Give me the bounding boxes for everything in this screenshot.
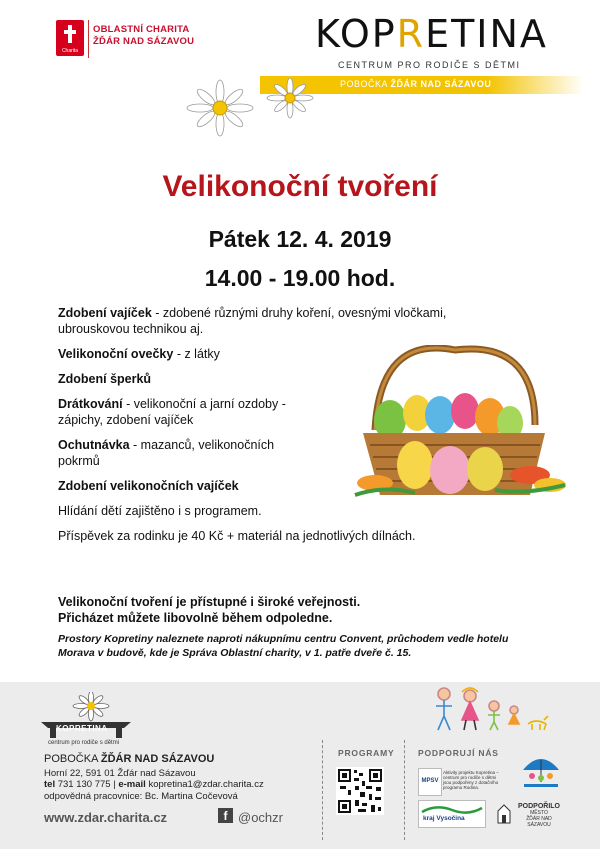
event-time: 14.00 - 19.00 hod. [204, 265, 396, 291]
cross-icon [65, 25, 75, 43]
public-note [58, 594, 360, 626]
footer-responsible: odpovědná pracovnice: Bc. Martina Cočevová [44, 790, 238, 802]
childcare-text: Hlídání dětí zajištěno i s programem. [58, 504, 262, 518]
fee-text: Příspěvek za rodinku je 40 Kč + materiál na jednotlivých dílnách. [58, 529, 416, 543]
charita-logo [56, 20, 84, 56]
footer-logo-name: KOPRETINA [56, 724, 108, 733]
daisy-flowers-icon [180, 78, 320, 138]
website-link[interactable]: www.zdar.charita.cz [44, 810, 168, 825]
logo-divider [88, 20, 89, 58]
kopretina-subtitle: CENTRUM PRO RODIČE S DĚTMI [338, 60, 521, 70]
footer-address: Horní 22, 591 01 Žďár nad Sázavou [44, 767, 196, 779]
charita-name-line2: ŽĎÁR NAD SÁZAVOU [93, 36, 195, 47]
charita-logo-text: Charita [61, 48, 79, 54]
footer-divider [322, 740, 323, 840]
activity-item: Drátkování - velikonoční a jarní ozdoby - zápichy, zdobení vajíček [58, 397, 286, 427]
footer-phone-email: tel 731 130 775 | e-mail kopretina1@zdar.charita.cz [44, 779, 264, 790]
footer-contact [44, 754, 264, 802]
charita-name-line1: OBLASTNÍ CHARITA [93, 24, 190, 35]
mpsv-text: Aktivity projektu Kopretina – centrum pro rodiče s dětmi jsou podpořeny z dotačního programu Rodina. [443, 770, 499, 790]
footer-branch: POBOČKA ŽĎÁR NAD SÁZAVOU [44, 753, 215, 765]
footer-logo-sub: centrum pro rodiče s dětmi [48, 740, 120, 746]
family-drawing-icon [432, 684, 562, 736]
public-note-line1: Velikonoční tvoření je přístupné i široké veřejnosti. [58, 595, 361, 609]
city-support-line1: PODPOŘILO [517, 803, 560, 810]
mpsv-logo-text: MPSV [421, 778, 439, 784]
kopretina-brand-title: KOPRETINA [315, 12, 548, 56]
location-note: Prostory Kopretiny naleznete naproti nákupnímu centru Convent, průchodem vedle hotelu Morava v budově, kde je Správa Oblastní charity, v 1. patře dveře č. 15. [58, 633, 509, 659]
activity-item: Velikonoční ovečky - z látky [58, 347, 220, 361]
city-support [515, 804, 563, 828]
event-title: Velikonoční tvoření [162, 170, 438, 203]
kraj-vysocina-text: kraj Vysočina [423, 815, 465, 822]
easter-basket-icon [345, 345, 570, 505]
activity-item: Zdobení šperků [58, 372, 152, 386]
programs-label: PROGRAMY [338, 748, 395, 758]
footer-divider [404, 740, 405, 840]
event-date: Pátek 12. 4. 2019 [208, 226, 392, 252]
support-label: PODPORUJÍ NÁS [418, 748, 499, 758]
facebook-icon[interactable]: f [218, 808, 233, 823]
activity-item: Ochutnávka - mazanců, velikonočních pokrmů [58, 438, 275, 468]
facebook-handle[interactable]: @ochzr [238, 810, 283, 825]
public-note-line2: Přicházet můžete libovolně během odpoledne. [58, 611, 333, 625]
mpsv-logo [418, 768, 442, 796]
kopretina-logo-icon [36, 692, 136, 744]
activity-item: Zdobení vajíček - zdobené různými druhy koření, ovesnými vločkami, ubrouskovou technikou aj. [58, 306, 447, 336]
city-support-line3: ŽĎÁR NAD SÁZAVOU [526, 816, 552, 828]
email-link[interactable]: kopretina1@zdar.charita.cz [148, 779, 264, 790]
kraj-vysocina-logo [418, 800, 486, 828]
qr-code-icon[interactable] [336, 767, 384, 815]
city-support-line2: MĚSTO [530, 810, 548, 816]
city-crest-icon [496, 803, 512, 825]
charita-name [93, 24, 194, 48]
umbrella-family-icon [520, 752, 562, 790]
branch-label: POBOČKA ŽĎÁR NAD SÁZAVOU [340, 79, 492, 89]
activity-item: Zdobení velikonočních vajíček [58, 479, 239, 493]
